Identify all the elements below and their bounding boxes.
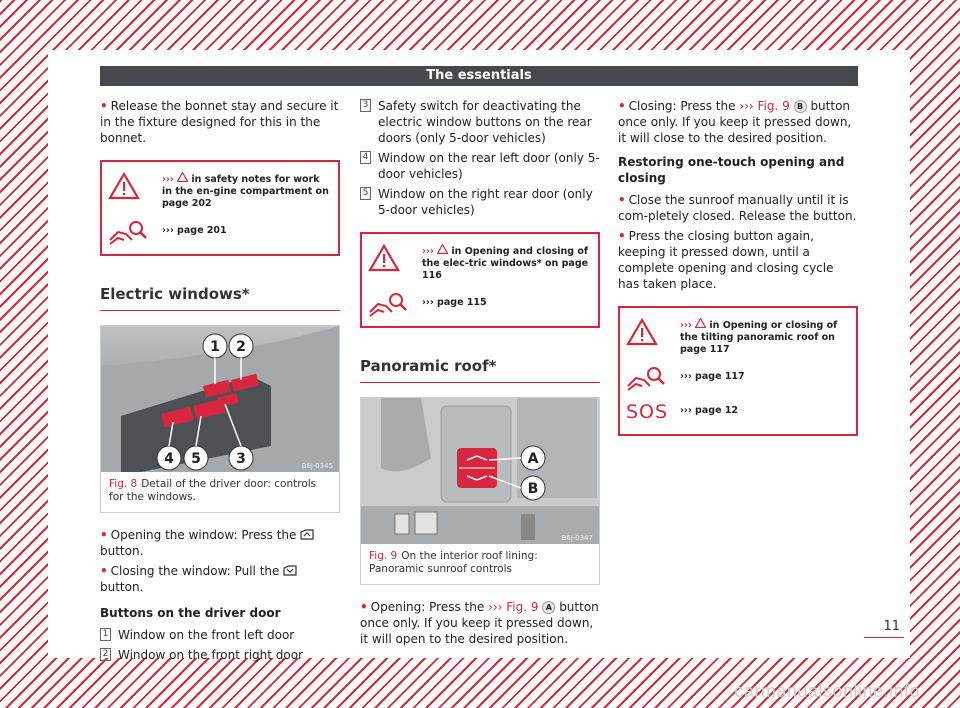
subhead-restoring: Restoring one-touch opening and closing xyxy=(618,155,845,185)
item-number: 3 xyxy=(360,99,371,112)
figure-code: B6J-0347 xyxy=(561,534,593,542)
button-b-marker: B xyxy=(794,100,807,113)
window-down-icon xyxy=(283,565,297,576)
list-item: 4 Window on the rear left door (only 5-door vehicles) xyxy=(360,150,600,182)
column-3 xyxy=(618,98,858,436)
figure-9 xyxy=(360,397,600,585)
figure-code: B6J-0345 xyxy=(301,462,333,470)
mini-warning-icon xyxy=(437,244,448,254)
bullet-press-closing: • Press the closing button again, keeping it pressed down, until a complete opening and closing cycle has taken place. xyxy=(618,229,834,291)
warning-link-windows[interactable]: ››› in Opening and closing of the elec-tric windows* on page 116 xyxy=(422,246,589,281)
warning-triangle-icon xyxy=(108,172,152,200)
mini-warning-icon xyxy=(177,172,188,182)
callout-b: B xyxy=(527,481,539,497)
callout-a: A xyxy=(527,451,539,467)
mini-warning-icon xyxy=(695,318,706,328)
window-up-icon xyxy=(300,529,314,540)
page-ref-link[interactable]: ››› page 201 xyxy=(162,225,227,236)
page-sheet xyxy=(48,50,910,662)
column-1 xyxy=(100,98,340,667)
bullet-closing-window: • Closing the window: Pull the button. xyxy=(100,563,340,595)
warning-box-engine xyxy=(100,160,340,256)
page-ref-link[interactable]: ››› page 12 xyxy=(680,405,739,416)
warning-link-roof[interactable]: ››› in Opening or closing of the tilting panoramic roof on page 117 xyxy=(680,320,838,355)
door-controls-photo xyxy=(101,326,339,472)
item-number: 2 xyxy=(100,648,111,661)
fig-9-link[interactable]: ››› Fig. 9 xyxy=(739,99,790,113)
warning-triangle-icon xyxy=(368,244,412,272)
callout-1: 1 xyxy=(210,339,220,355)
section-title-electric-windows: Electric windows* xyxy=(100,278,340,311)
page-ref-link[interactable]: ››› page 117 xyxy=(680,371,745,382)
page-number-rule xyxy=(864,637,904,638)
callout-3: 3 xyxy=(236,451,246,467)
watermark: carmanualsonline.info xyxy=(734,681,920,701)
subhead-driver-door-buttons: Buttons on the driver door xyxy=(100,606,281,620)
figure-8 xyxy=(100,325,340,513)
page-ref-link[interactable]: ››› page 115 xyxy=(422,297,487,308)
item-number: 1 xyxy=(100,628,111,641)
wrench-magnifier-icon xyxy=(368,290,412,318)
figure-9-caption: Fig. 9 On the interior roof lining: Panoramic sunroof controls xyxy=(369,550,538,575)
callout-2: 2 xyxy=(236,339,246,355)
callout-4: 4 xyxy=(164,451,174,467)
warning-box-windows xyxy=(360,232,600,328)
callout-5: 5 xyxy=(191,451,201,467)
fig-9-link[interactable]: ››› Fig. 9 xyxy=(488,600,539,614)
warning-link-engine[interactable]: ››› in safety notes for work in the en-gine compartment on page 202 xyxy=(162,174,329,209)
section-title-panoramic-roof: Panoramic roof* xyxy=(360,350,600,383)
page-number: 11 xyxy=(883,619,900,634)
bullet-closing-roof: • Closing: Press the ››› Fig. 9 B button once only. If you keep it pressed down, it will close to the desired position. xyxy=(618,99,852,145)
list-item: 1 Window on the front left door xyxy=(100,627,340,643)
page-header: The essentials xyxy=(100,66,858,86)
column-2 xyxy=(360,98,600,651)
list-item: 2 Window on the front right door xyxy=(100,647,340,663)
sos-icon: SOS xyxy=(626,401,669,423)
wrench-magnifier-icon xyxy=(626,364,670,392)
list-item: 3 Safety switch for deactivating the electric window buttons on the rear doors (only 5-door vehicles) xyxy=(360,98,600,146)
item-number: 5 xyxy=(360,187,371,200)
figure-8-caption: Fig. 8 Detail of the driver door: controls for the windows. xyxy=(109,478,317,503)
warning-box-roof xyxy=(618,306,858,436)
warning-triangle-icon xyxy=(626,318,670,346)
wrench-magnifier-icon xyxy=(108,218,152,246)
button-a-marker: A xyxy=(542,601,555,614)
roof-controls-photo xyxy=(361,398,599,544)
bullet-close-manually: • Close the sunroof manually until it is com-pletely closed. Release the button. xyxy=(618,193,857,223)
bullet-opening-window: • Opening the window: Press the button. xyxy=(100,527,340,559)
bullet-opening-roof: • Opening: Press the ››› Fig. 9 A button once only. If you keep it pressed down, it will open to the desired position. xyxy=(360,600,599,646)
item-number: 4 xyxy=(360,151,371,164)
list-item: 5 Window on the right rear door (only 5-door vehicles) xyxy=(360,186,600,218)
bullet-release-bonnet: • Release the bonnet stay and secure it in the fixture designed for this in the bonnet. xyxy=(100,99,339,145)
